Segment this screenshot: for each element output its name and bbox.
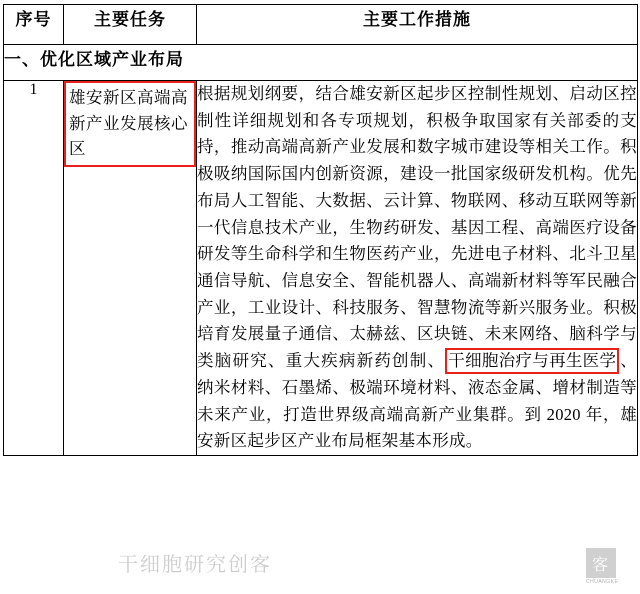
policy-table: [3, 4, 638, 456]
column-header-main-task: 主要任务: [64, 5, 197, 45]
logo-brand-text: CHUANGKE: [586, 579, 619, 585]
measures-highlighted-term: 干细胞治疗与再生医学: [445, 348, 619, 373]
measures-text-before-highlight: 根据规划纲要，结合雄安新区起步区控制性规划、启动区控制性详细规划和各专项规划，积极争取国家有关部委的支持，推动高端高新产业发展和数字城市建设等相关工作。积极吸纳国际国内创新资源，建设一批国家级研发机构。优先布局人工智能、大数据、云计算、物联网、移动互联网等新一代信息技术产业，生物药研发、基因工程、高端医疗设备研发等生命科学和生物医药产业，先进电子材料、北斗卫星通信导航、信息安全、智能机器人、高端新材料等军民融合产业，工业设计、科技服务、智慧物流等新兴服务业。积极培育发展量子通信、太赫兹、区块链、未来网络、脑科学与类脑研究、重大疾病新药创制、: [197, 84, 637, 371]
measures-text-after-highlight: 、纳米材料、石墨烯、极端环境材料、液态金属、增材制造等未来产业，打造世界级高端高新产业集群。到 2020 年，雄安新区起步区产业布局框架基本形成。: [197, 351, 637, 451]
column-header-index: 序号: [4, 5, 64, 45]
measures-paragraph: [197, 81, 637, 455]
table-header-row: [4, 5, 638, 45]
table-row: [4, 81, 638, 456]
logo-square: [586, 548, 616, 578]
row-task-cell: [64, 81, 197, 456]
row-measures-cell: [197, 81, 638, 456]
task-highlight-box: 雄安新区高端高新产业发展核心区: [64, 81, 196, 167]
section-heading-row: [4, 45, 638, 81]
watermark-text: 干细胞研究创客: [118, 554, 272, 576]
section-title: 一、优化区域产业布局: [4, 45, 638, 81]
logo-letter: 客: [592, 557, 609, 574]
column-header-main-measures: 主要工作措施: [197, 5, 638, 45]
watermark-logo: [586, 548, 628, 590]
row-index-cell: 1: [4, 81, 64, 456]
